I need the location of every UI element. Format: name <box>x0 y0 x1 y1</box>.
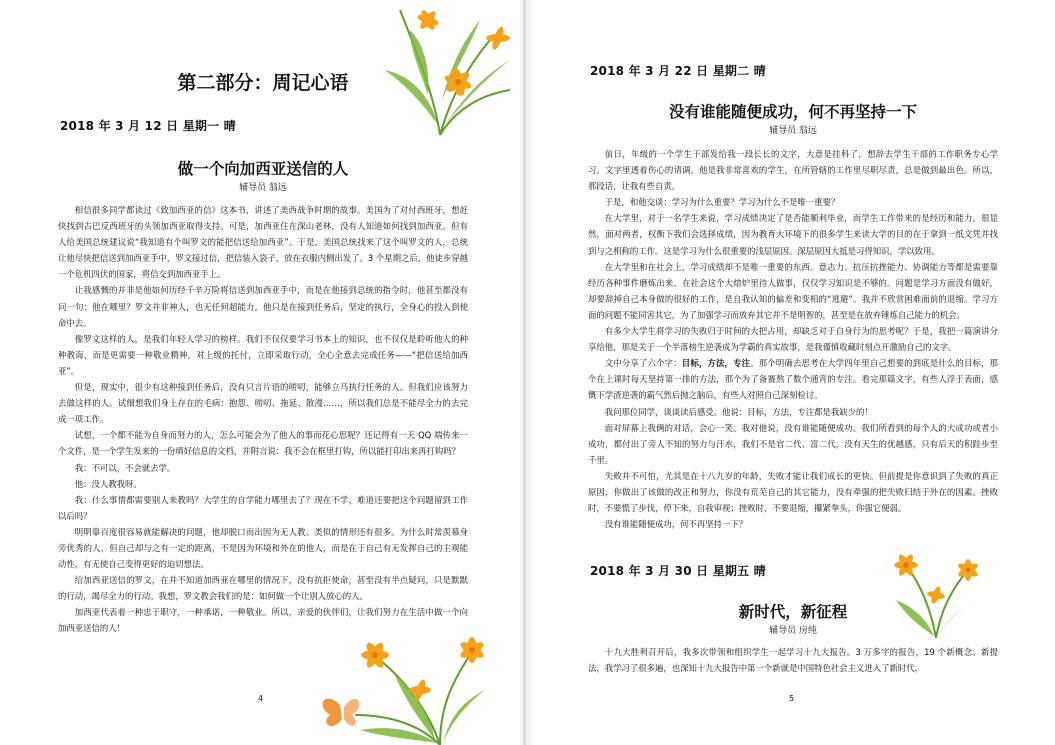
page-number: 5 <box>789 694 795 703</box>
paragraph: 明明靠百度很容易就能解决的问题，他却脱口而出因为无人教。类似的情形还有很多。为什么时常羡慕身旁优秀的人，但自己却与之有一定的距离，不是因为环境和外在的他人，而是在于自己有无发挥自己的主观能动性，有无使自己变得更好的迫切想法。 <box>58 526 468 570</box>
article-title: 做一个向加西亚送信的人 <box>177 160 349 178</box>
paragraph: 他：没人教我呀。 <box>74 478 142 489</box>
paragraph: 相信很多同学都读过《致加西亚的信》这本书，讲述了美西战争时期的故事。美国为了对付西班牙，想赶快找到古巴反西班牙的头领加西亚取得支持。可是，加西亚住在深山老林，没有人知道如何找到加西亚。但有人给美国总统建议说“我知道有个叫罗文的能把信送给加西亚”。于是，美国总统找来了这个叫罗文的人，总统让他尽快把信送到加西亚手中，罗文接过信，把信装入袋子，放在衣服内侧出发了。3 个星期之后，他徒步穿越一个危机四伏的国家，将信交到加西亚手上。 <box>58 205 468 280</box>
article-author: 辅导员 房纯 <box>769 626 817 636</box>
paragraph: 在大学里和在社会上，学习成绩却不是唯一重要的东西。意志力、抗压抗挫能力、协调能力等都是需要靠经历各种事件磨炼出来。在社会这个大熔炉里待人做事，仅仅学习知识是不够的。问题是学习方面没有做好，却要辞掉自己本身做的很好的工作，是自我认知的偏差和变相的“逃避”。我并不欣赏困难面前的退缩。学习方面的问题不能同害其它，为了加强学习而放弃其它并不是明智的，甚至是在放弃锤炼自己能力的机会。 <box>588 261 998 320</box>
paragraph: 加西亚代表着一种忠于职守，一种承诺，一种敬业。所以，亲爱的伙伴们，让我们努力在生活中做一个向加西亚送信的人！ <box>58 607 468 634</box>
article-author: 辅导员 翁远 <box>769 126 817 136</box>
article-author: 辅导员 翁远 <box>239 183 287 193</box>
entry-date: 2018 年 3 月 22 日 星期二 晴 <box>590 64 766 78</box>
right-page <box>531 0 1055 745</box>
paragraph: 十九大胜利召开后，我多次带领和组织学生一起学习十九大报告。3 万多字的报告，19 个新概念、新提法，我学习了很多遍，也深知十九大报告中第一个新就是中国特色社会主义进入了新时代， <box>588 647 998 674</box>
paragraph: 我：什么事情都需要别人来教吗？大学生的自学能力哪里去了？现在不学，难道还要把这个问题留到工作以后吗？ <box>58 494 468 521</box>
book-spine <box>523 0 526 745</box>
paragraph: 给加西亚送信的罗文，在并不知道加西亚在哪里的情况下，没有抗拒使命，甚至没有半点疑问，只是默默的行动，竭尽全力的行动。我想，罗文教会我们的是：如何做一个让别人放心的人。 <box>58 575 468 602</box>
article-body <box>588 146 998 532</box>
entry-date: 2018 年 3 月 12 日 星期一 晴 <box>60 119 236 133</box>
paragraph: 失败并不可怕，尤其是在十八九岁的年龄，失败才能让我们成长的更快。但前提是你意识到了失败的真正原因，你做出了该做的改正和努力，你没有荒芜自己的其它能力，没有牵强的把失败归结于外在的因素。挫败时，不要慌了步伐，停下来，自我审视；挫败时，不要退缩，攥紧拳头，你强它便弱。 <box>588 470 998 514</box>
paragraph: 让我感慨的并非是他如何历经千辛万险将信送到加西亚手中，而是在他接到总统的指令时，他甚至都没有问一句：他在哪里？罗文并非神人，也无任何超能力。他只是在接到任务后，坚定的执行，全身心的投入到使命中去。 <box>58 285 468 328</box>
paragraph: 在大学里，对于一名学生来说，学习成绩决定了是否能顺利毕业，而学生工作带来的是经历和能力。很显然，面对两者，权衡下我们会选择成绩，因为教育大环境下的很多学生来读大学的目的在于拿到一纸文凭并找到与之相称的工作。这是学习为什么很重要的浅层原因。深层原因大抵是习得知识，学以致用。 <box>588 213 998 256</box>
paragraph: 于是，和他交谈：学习为什么重要？学习为什么不是唯一重要？ <box>604 197 840 208</box>
paragraph: 前日，年级的一个学生干部发给我一段长长的文字，大意是挂科了，想辞去学生干部的工作职务专心学习。文字里透着伤心的请调。他是我非常喜欢的学生，在所管辖的工作里尽职尽责，总是做到最出色。所以，那段话，让我有些自责。 <box>588 149 998 192</box>
focus-keywords: 目标，方法，专注 <box>681 358 751 369</box>
article-body <box>58 202 468 637</box>
article-title: 没有谁能随便成功，何不再坚持一下 <box>668 103 917 121</box>
paragraph: 但是，现实中，很少有这种接到任务后，没有只言片语的唠叨，能够立马执行任务的人。但我们应该努力去做这样的人。试细想我们身上存在的毛病：抱怨、唠叨、拖延、散漫……，所以我们总是不能尽全力的去完成一项工作。 <box>58 382 468 425</box>
page-number: 4 <box>258 694 264 703</box>
paragraph: 面对屏幕上我俩的对话，会心一笑。我对他说，没有谁能随便成功。我们所看到的每个人的大成功或者小成功，都付出了旁人不知的努力与汗水，我们不是官二代、富二代，没有天生的优越感，只有后天的积跬步至千里。 <box>588 422 998 465</box>
paragraph-focus: 文中分享了六个字：目标，方法，专注。那个明确去思考在大学四年里自己想要的到底是什么的目标，那个在上课时每天坚持第一排的方法，那个为了备赛熬了数个通宵的专注。看完那篇文字，有些人浮于表面，感慨下学渣逆袭的霸气然后抛之脑后，有些人对照自己深刻检讨。 <box>588 358 999 401</box>
entry-date: 2018 年 3 月 30 日 星期五 晴 <box>590 564 766 578</box>
article-body <box>588 644 998 676</box>
paragraph: 我：不可以，不会就去学。 <box>74 462 176 473</box>
paragraph: 像罗文这样的人，是我们年轻人学习的榜样。我们不仅仅要学习书本上的知识，也不仅仅是聆听他人的种种教诲，而是更需要一种敬业精神，对上级的托付，立即采取行动，全心全意去完成任务——“把信送给加西亚”。 <box>58 333 468 376</box>
paragraph: 试想，一个都不能为自身而努力的人，怎么可能会为了他人的事而花心思呢？还记得有一天 QQ 端传来一个文件，是一个学生发来的一份填好信息的文档，并附言说：我不会在框里打钩，所以能打印出来再打钩吗？ <box>58 430 468 457</box>
article-title: 新时代，新征程 <box>738 603 848 621</box>
paragraph: 没有谁能随便成功，何不再坚持一下？ <box>604 519 748 530</box>
part-title: 第二部分：周记心语 <box>177 72 349 94</box>
paragraph: 我问那位同学，谈谈读后感受。他说：目标，方法，专注都是我缺少的！ <box>604 406 873 417</box>
butterfly-icon <box>323 699 360 726</box>
left-page <box>0 0 520 745</box>
paragraph: 有多少大学生将学习的失败归于时间的大把占用，却缺乏对于自身行为的思考呢？于是，我把一篇演讲分享给他，那是关于一个半落榜生逆袭成为学霸的真实故事，是我谨慎收藏时刻点开激励自己的文字。 <box>588 326 998 353</box>
